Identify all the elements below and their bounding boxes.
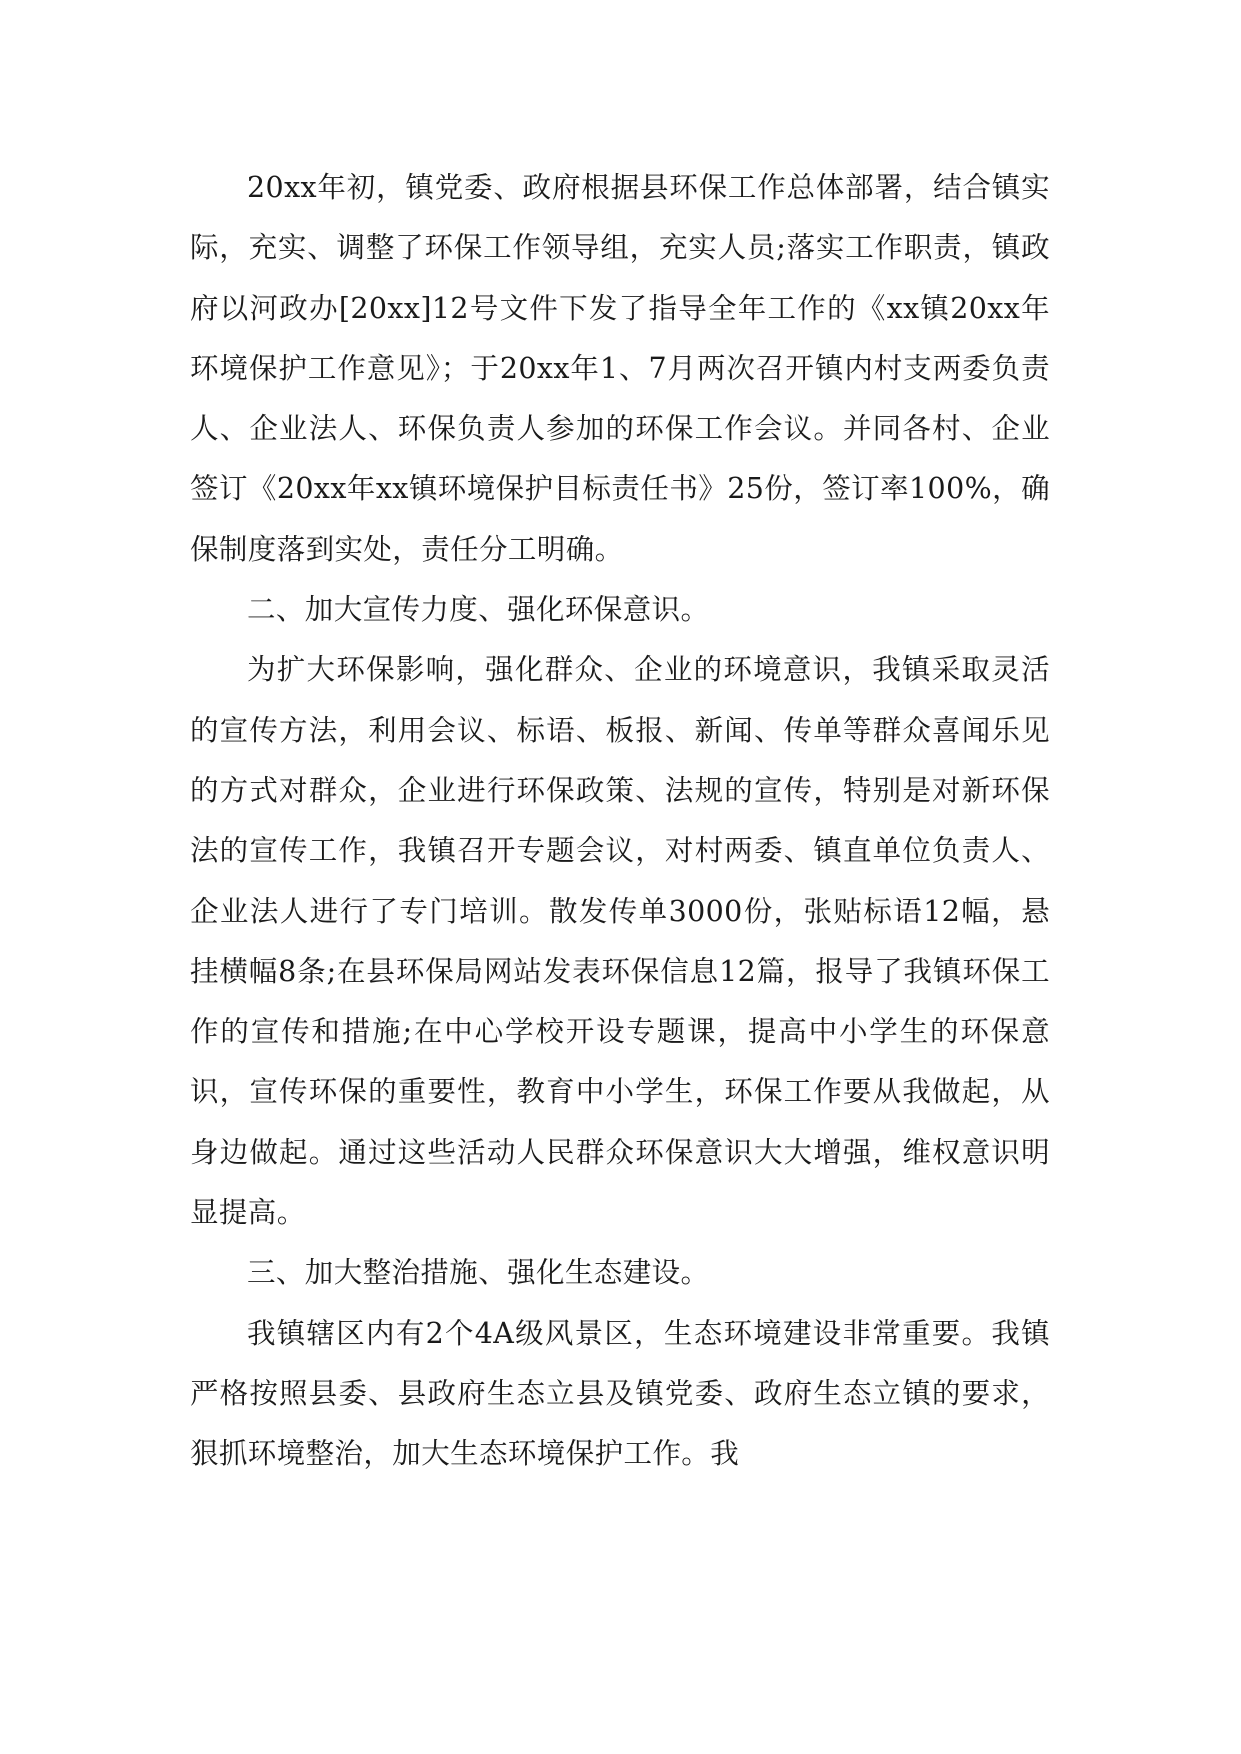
section-heading-publicity: 二、加大宣传力度、强化环保意识。 [247,593,710,627]
section-heading-ecology: 三、加大整治措施、强化生态建设。 [247,1256,710,1290]
paragraph-publicity: 为扩大环保影响，强化群众、企业的环境意识，我镇采取灵活的宣传方法，利用会议、标语、板报、新闻、传单等群众喜闻乐见的方式对群众，企业进行环保政策、法规的宣传，特别是对新环保法的宣传工作，我镇召开专题会议，对村两委、镇直单位负责人、企业法人进行了专门培训。散发传单3000份，张贴标语12幅，悬挂横幅8条;在县环保局网站发表环保信息12篇，报导了我镇环保工作的宣传和措施;在中心学校开设专题课，提高中小学生的环保意识，宣传环保的重要性，教育中小学生，环保工作要从我做起，从身边做起。通过这些活动人民群众环保意识大大增强，维权意识明显提高。 [190,653,1050,1230]
paragraph-ecology: 我镇辖区内有2个4A级风景区，生态环境建设非常重要。我镇严格按照县委、县政府生态立县及镇党委、政府生态立镇的要求，狠抓环境整治，加大生态环境保护工作。我 [190,1316,1050,1471]
paragraph-intro: 20xx年初，镇党委、政府根据县环保工作总体部署，结合镇实际，充实、调整了环保工作领导组，充实人员;落实工作职责，镇政府以河政办[20xx]12号文件下发了指导全年工作的《xx镇20xx年环境保护工作意见》；于20xx年1、7月两次召开镇内村支两委负责人、企业法人、环保负责人参加的环保工作会议。并同各村、企业签订《20xx年xx镇环境保护目标责任书》25份，签订率100%，确保制度落到实处，责任分工明确。 [190,171,1050,566]
document-body [190,158,1050,1485]
